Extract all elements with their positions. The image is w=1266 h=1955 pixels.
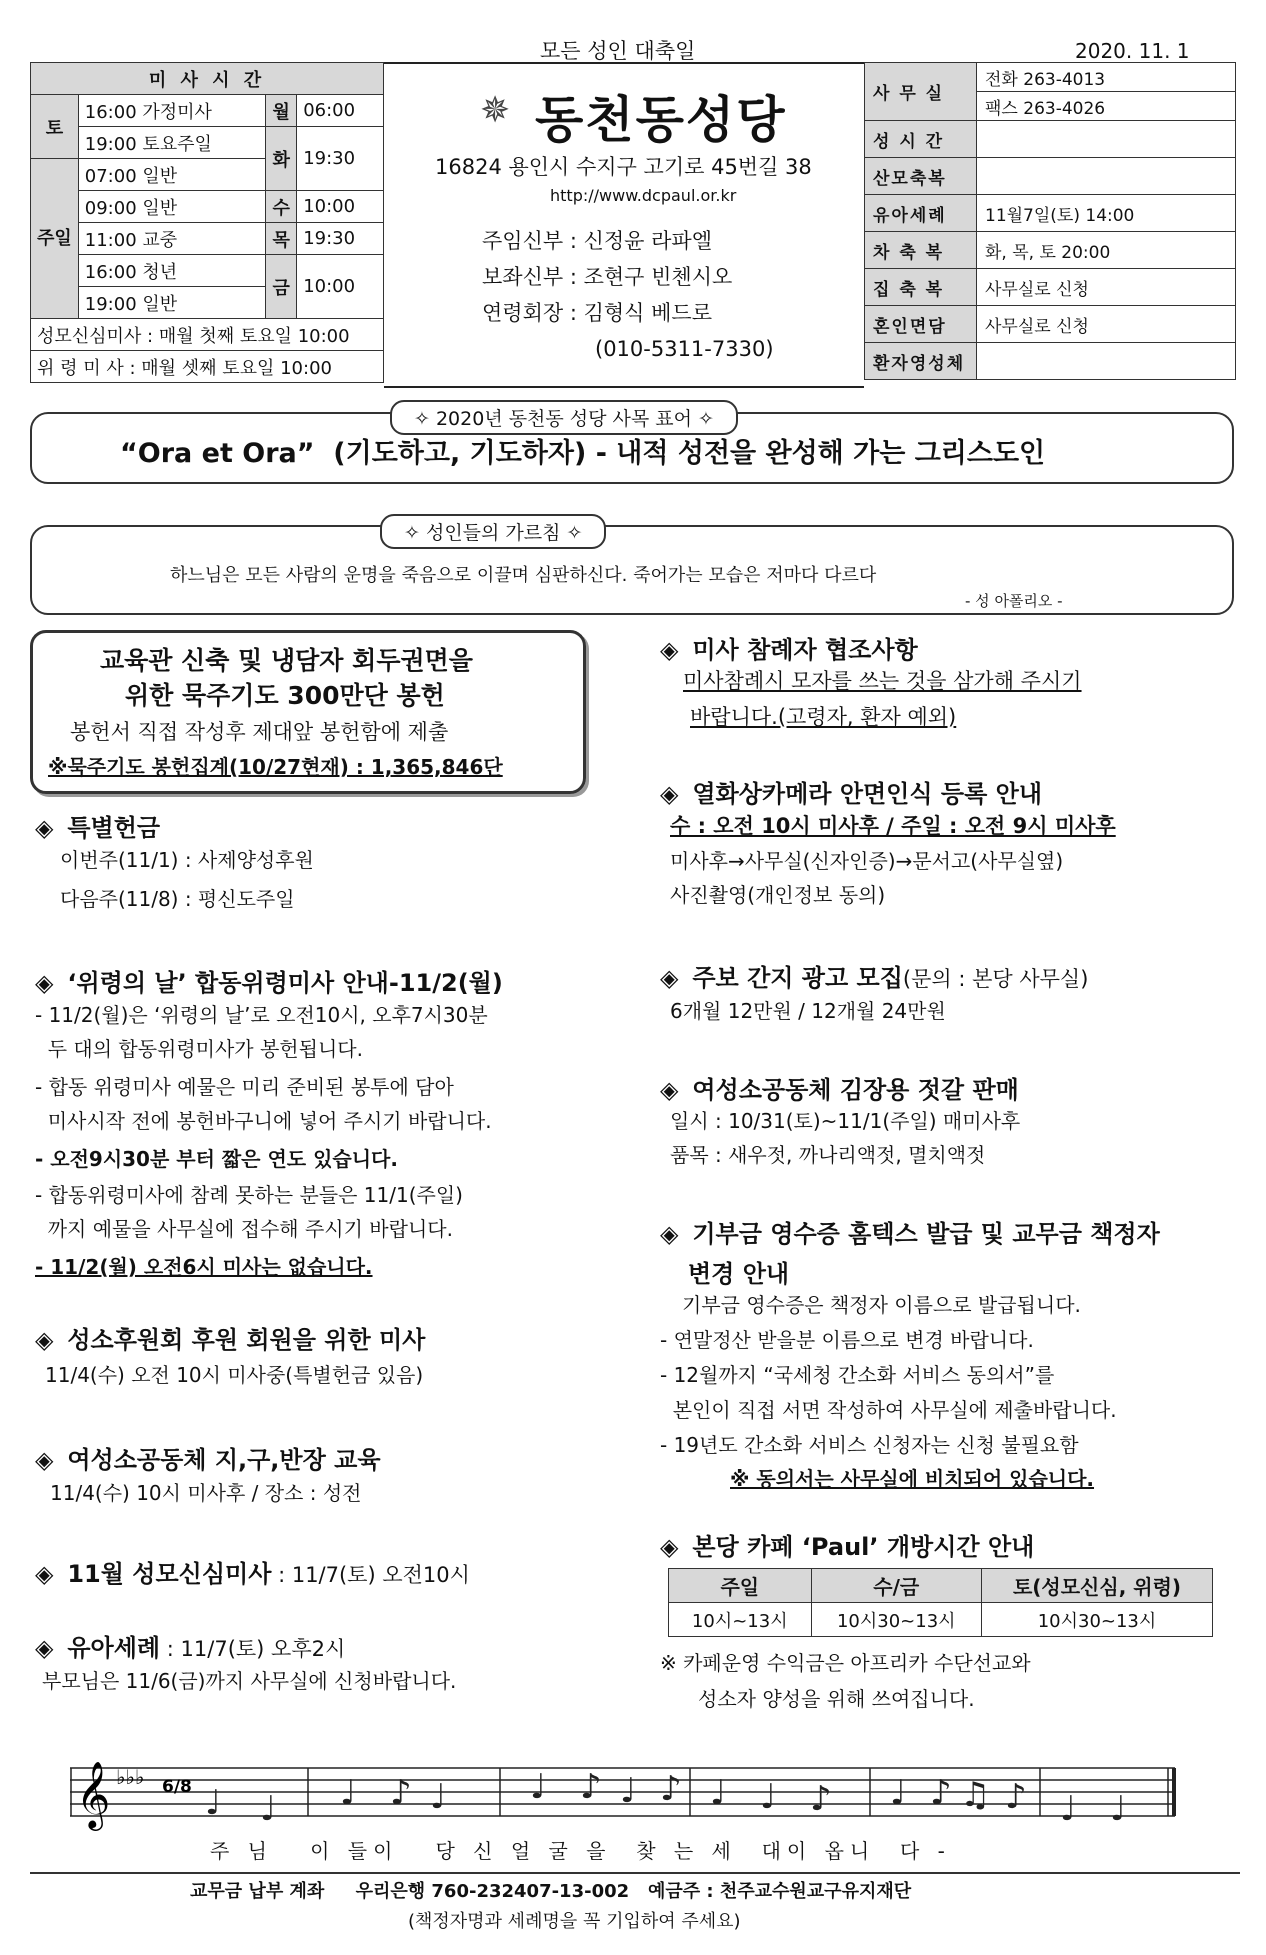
office-value: 11월7일(토) 14:00 (977, 195, 1236, 232)
mass-time: 16:00 가정미사 (78, 95, 265, 127)
mass-extra: 성모신심미사 : 매월 첫째 토요일 10:00 (31, 319, 384, 351)
svg-text:♩: ♩ (205, 1783, 222, 1823)
list-item: - 12월까지 “국세청 간소화 서비스 동의서”를 (660, 1363, 1055, 1387)
list-item: 미사참례시 모자를 쓰는 것을 삼가해 주시기 (683, 669, 1082, 693)
mass-time: 19:00 일반 (78, 287, 265, 319)
table-header: 수/금 (811, 1569, 981, 1603)
diamond-icon: ◈ (660, 1220, 679, 1248)
clergy-role: 주임신부 (482, 229, 564, 253)
table-header: 주일 (669, 1569, 812, 1603)
diamond-icon: ◈ (660, 780, 679, 808)
table-header: 토(성모신심, 위령) (982, 1569, 1213, 1603)
clergy-name: 신정윤 라파엘 (583, 229, 712, 253)
clergy-row-2: 보좌신부 : 조현구 빈첸시오 (482, 265, 733, 289)
clergy-name: 김형식 베드로 (583, 301, 712, 325)
treble-clef-icon: 𝄞 (76, 1760, 111, 1828)
saints-tag: ✧ 성인들의 가르침 ✧ (380, 514, 606, 549)
list-item: 미사시작 전에 봉헌바구니에 넣어 주시기 바랍니다. (35, 1109, 492, 1133)
weekday-label: 화 (266, 127, 297, 191)
section-heading: ◈ 유아세례 : 11/7(토) 오후2시 (35, 1634, 346, 1662)
list-item: - 19년도 간소화 서비스 신청자는 신청 불필요함 (660, 1433, 1079, 1457)
mass-time: 06:00 (297, 95, 384, 127)
diamond-icon: ◈ (35, 969, 54, 997)
mass-time: 19:30 (297, 223, 384, 255)
table-cell: 10시~13시 (669, 1603, 812, 1637)
list-item: - 합동 위령미사 예물은 미리 준비된 봉투에 담아 (35, 1075, 454, 1099)
footer-account: 교무금 납부 계좌 우리은행 760-232407-13-002 예금주 : 천주교수원교구유지재단 (190, 1881, 912, 1902)
cafe-note-2: 성소자 양성을 위해 쓰여집니다. (698, 1687, 975, 1711)
section-heading: ◈ 특별헌금 (35, 814, 161, 842)
clergy-role: 보좌신부 (482, 265, 564, 289)
weekday-label: 월 (266, 95, 297, 127)
office-key: 사 무 실 (865, 63, 977, 121)
list-item: 품목 : 새우젓, 까나리액젓, 멸치액젓 (670, 1143, 986, 1167)
office-value (977, 158, 1236, 195)
motto-text (120, 438, 1045, 469)
office-key: 집 축 복 (865, 269, 977, 306)
church-url[interactable]: http://www.dcpaul.or.kr (550, 186, 737, 205)
clergy-row-3: 연령회장 : 김형식 베드로 (482, 301, 712, 325)
clergy-role: 연령회장 (482, 301, 564, 325)
diamond-icon: ◈ (35, 1634, 54, 1662)
saints-author: - 성 아폴리오 - (965, 592, 1063, 610)
office-key: 환자영성체 (865, 343, 977, 380)
mass-time: 19:00 토요주일 (78, 127, 265, 159)
svg-text:♩: ♩ (430, 1777, 447, 1817)
svg-text:♩: ♩ (1110, 1789, 1127, 1829)
office-key: 성 시 간 (865, 121, 977, 158)
list-item: 두 대의 합동위령미사가 봉헌됩니다. (35, 1037, 363, 1061)
diamond-icon: ◈ (660, 1076, 679, 1104)
list-item: 바랍니다.(고령자, 환자 예외) (690, 705, 957, 729)
list-item: 미사후→사무실(신자인증)→문서고(사무실옆) (670, 849, 1064, 873)
diamond-icon: ◈ (35, 1446, 54, 1474)
svg-text:♩: ♩ (530, 1767, 547, 1807)
office-value: 사무실로 신청 (977, 306, 1236, 343)
office-value: 팩스 263-4026 (977, 92, 1236, 121)
svg-text:♩: ♩ (340, 1773, 357, 1813)
svg-text:♩: ♩ (760, 1777, 777, 1817)
svg-text:♩: ♩ (710, 1773, 727, 1813)
list-item: - 11/2(월) 오전6시 미사는 없습니다. (35, 1255, 373, 1279)
table-cell: 10시30~13시 (982, 1603, 1213, 1637)
list-item: 부모님은 11/6(금)까지 사무실에 신청바랍니다. (42, 1669, 457, 1693)
office-value (977, 121, 1236, 158)
footer-note: (책정자명과 세례명을 꼭 기입하여 주세요) (408, 1911, 741, 1932)
sat-label: 토 (31, 95, 79, 159)
clergy-name: 조현구 빈첸시오 (583, 265, 733, 289)
diamond-icon: ◈ (660, 636, 679, 664)
svg-text:♪: ♪ (810, 1779, 832, 1819)
section-heading: ◈ 본당 카페 ‘Paul’ 개방시간 안내 (660, 1533, 1035, 1561)
svg-text:♩: ♩ (260, 1789, 277, 1829)
list-item: ※ 동의서는 사무실에 비치되어 있습니다. (730, 1467, 1095, 1491)
svg-text:♩: ♩ (620, 1771, 637, 1811)
office-value (977, 343, 1236, 380)
office-value: 전화 263-4013 (977, 63, 1236, 92)
section-heading: ◈ ‘위령의 날’ 합동위령미사 안내-11/2(월) (35, 969, 503, 997)
rosary-line-4: ※묵주기도 봉헌집계(10/27현재) : 1,365,846단 (48, 755, 503, 779)
motto-quote: “Ora et Ora” (120, 438, 315, 469)
rosary-line-2: 위한 묵주기도 300만단 봉헌 (125, 681, 445, 710)
music-notes-icon (205, 1767, 1126, 1829)
list-item: 본인이 직접 서면 작성하여 사무실에 제출바랍니다. (660, 1398, 1117, 1422)
section-heading: ◈ 성소후원회 후원 회원을 위한 미사 (35, 1326, 426, 1354)
mass-extra: 위 령 미 사 : 매월 셋째 토요일 10:00 (31, 351, 384, 383)
mass-time: 16:00 청년 (78, 255, 265, 287)
sun-label: 주일 (31, 159, 79, 319)
cafe-note-1: ※ 카페운영 수익금은 아프리카 수단선교와 (660, 1651, 1031, 1675)
section-heading: ◈ 기부금 영수증 홈텍스 발급 및 교무금 책정자 (660, 1220, 1160, 1248)
mass-time: 10:00 (297, 191, 384, 223)
church-name: 동천동성당 (535, 91, 787, 149)
mass-time: 19:30 (297, 127, 384, 191)
mass-time: 09:00 일반 (78, 191, 265, 223)
svg-text:♪: ♪ (390, 1773, 412, 1813)
church-address: 16824 용인시 수지구 고기로 45번길 38 (435, 155, 812, 179)
diamond-icon: ◈ (35, 814, 54, 842)
list-item: 이번주(11/1) : 사제양성후원 (60, 848, 314, 872)
mass-schedule (30, 62, 384, 383)
section-heading: ◈ 열화상카메라 안면인식 등록 안내 (660, 780, 1043, 808)
contact-phone: (010-5311-7330) (595, 337, 774, 361)
hymn-lyric: 주 님 이 들이 당 신 얼 굴 을 찾 는 세 대이 옵니 다 - (210, 1839, 951, 1863)
list-item: - 11/2(월)은 ‘위령의 날’로 오전10시, 오후7시30분 (35, 1003, 488, 1027)
svg-text:♪: ♪ (660, 1769, 682, 1809)
section-heading: ◈ 11월 성모신심미사 : 11/7(토) 오전10시 (35, 1560, 470, 1588)
weekday-label: 수 (266, 191, 297, 223)
time-signature: 6/8 (162, 1777, 192, 1797)
flat-signs-icon: ♭♭♭ (116, 1765, 145, 1789)
diamond-icon: ◈ (660, 964, 679, 992)
footer-divider (30, 1872, 1240, 1874)
list-item: 11/4(수) 오전 10시 미사중(특별헌금 있음) (45, 1363, 424, 1387)
svg-text:♪: ♪ (930, 1773, 952, 1813)
section-heading: ◈ 미사 참례자 협조사항 (660, 636, 918, 664)
list-item: 다음주(11/8) : 평신도주일 (60, 887, 295, 911)
motto-body: (기도하고, 기도하자) - 내적 성전을 완성해 가는 그리스도인 (333, 438, 1046, 469)
svg-text:♩: ♩ (890, 1773, 907, 1813)
section-heading: ◈ 여성소공동체 지,구,반장 교육 (35, 1446, 381, 1474)
list-item: 기부금 영수증은 책정자 이름으로 발급됩니다. (682, 1293, 1081, 1317)
motto-tag: ✧ 2020년 동천동 성당 사목 표어 ✧ (390, 400, 738, 435)
music-staff (70, 1748, 1180, 1843)
saints-text: 하느님은 모든 사람의 운명을 죽음으로 이끌며 심판하신다. 죽어가는 모습은 저마다 다르다 (170, 565, 877, 586)
issue-date: 2020. 11. 1 (1075, 39, 1190, 63)
table-cell: 10시30~13시 (811, 1603, 981, 1637)
diamond-icon: ◈ (35, 1560, 54, 1588)
svg-text:♪: ♪ (1005, 1777, 1027, 1817)
office-key: 차 축 복 (865, 232, 977, 269)
office-value: 사무실로 신청 (977, 269, 1236, 306)
weekday-label: 목 (266, 223, 297, 255)
section-heading: ◈ 여성소공동체 김장용 젓갈 판매 (660, 1076, 1019, 1104)
list-item: 수 : 오전 10시 미사후 / 주일 : 오전 9시 미사후 (670, 814, 1116, 838)
church-logo-icon: ✵ (480, 90, 511, 131)
mass-time: 07:00 일반 (78, 159, 265, 191)
rosary-line-3: 봉헌서 직접 작성후 제대앞 봉헌함에 제출 (70, 720, 449, 744)
svg-text:♪: ♪ (580, 1767, 602, 1807)
diamond-icon: ◈ (660, 1533, 679, 1561)
weekday-label: 금 (266, 255, 297, 319)
list-item: - 연말정산 받을분 이름으로 변경 바랍니다. (660, 1328, 1034, 1352)
office-table (864, 62, 1236, 380)
mass-time: 11:00 교중 (78, 223, 265, 255)
list-item: 일시 : 10/31(토)~11/1(주일) 매미사후 (670, 1109, 1021, 1133)
office-key: 산모축복 (865, 158, 977, 195)
office-value: 화, 목, 토 20:00 (977, 232, 1236, 269)
svg-text:♩: ♩ (1060, 1789, 1077, 1829)
office-key: 유아세례 (865, 195, 977, 232)
clergy-row-1: 주임신부 : 신정윤 라파엘 (482, 229, 712, 253)
section-heading-cont: 변경 안내 (688, 1260, 790, 1288)
list-item: 사진촬영(개인정보 동의) (670, 883, 886, 907)
list-item: - 오전9시30분 부터 짧은 연도 있습니다. (35, 1147, 398, 1171)
list-item: 6개월 12만원 / 12개월 24만원 (670, 999, 946, 1023)
office-key: 혼인면담 (865, 306, 977, 343)
feast-title: 모든 성인 대축일 (540, 39, 696, 63)
mass-schedule-title: 미 사 시 간 (31, 63, 384, 95)
list-item: 까지 예물을 사무실에 접수해 주시기 바랍니다. (35, 1217, 453, 1241)
cafe-hours-table (668, 1568, 1213, 1637)
svg-text:♫: ♫ (960, 1775, 991, 1815)
mass-time: 10:00 (297, 255, 384, 319)
rosary-line-1: 교육관 신축 및 냉담자 회두권면을 (100, 646, 473, 675)
list-item: 11/4(수) 10시 미사후 / 장소 : 성전 (50, 1481, 362, 1505)
diamond-icon: ◈ (35, 1326, 54, 1354)
section-heading: ◈ 주보 간지 광고 모집(문의 : 본당 사무실) (660, 964, 1089, 992)
list-item: - 합동위령미사에 참례 못하는 분들은 11/1(주일) (35, 1183, 463, 1207)
